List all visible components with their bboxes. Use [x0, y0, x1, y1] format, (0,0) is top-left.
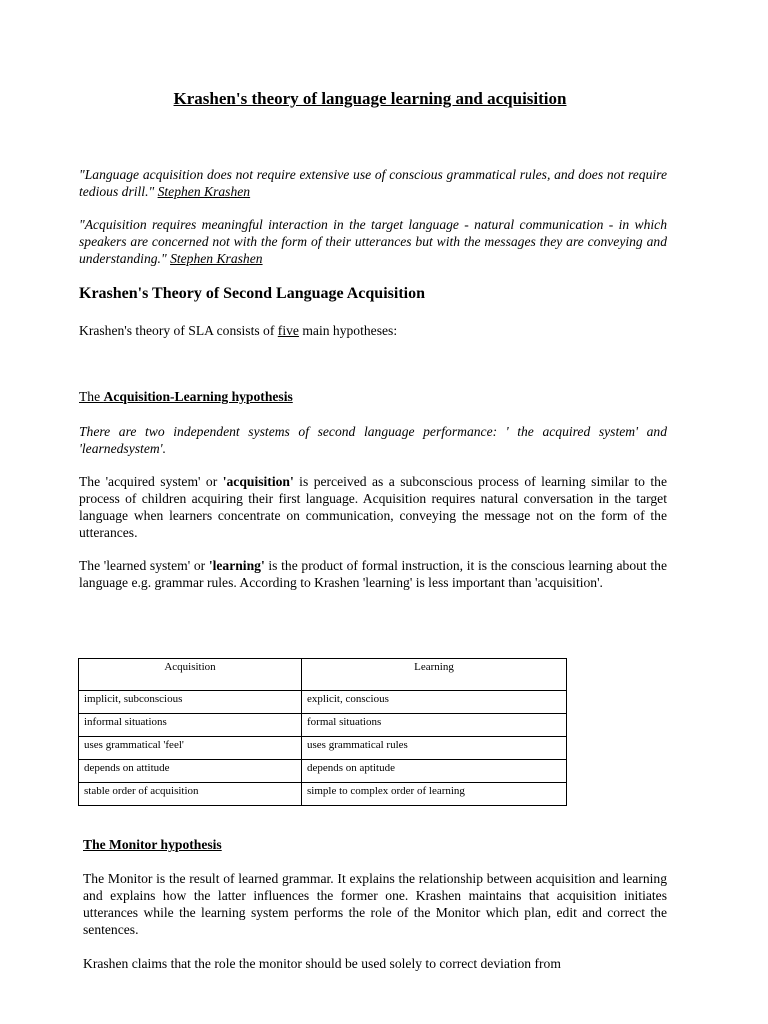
acq-paragraph-1 [79, 473, 667, 541]
table-row [79, 783, 567, 806]
table-row [79, 691, 567, 714]
acq-heading-prefix: The [79, 389, 104, 404]
table-cell: uses grammatical rules [302, 737, 567, 760]
acq-p1-b: is perceived as a subconscious process of learning similar to the process of children acquiring their first language. Acquisition requires natural conversation in the target language when learners concentrate on communication, conveying the message not on the form of the utterances. [79, 474, 667, 540]
monitor-heading: The Monitor hypothesis [83, 837, 222, 852]
acq-italic-paragraph: There are two independent systems of second language performance: ' the acquired system' and 'learnedsystem'. [79, 424, 667, 456]
section-heading: Krashen's Theory of Second Language Acquisition [79, 285, 425, 302]
table-row [79, 760, 567, 783]
acq-p2-bold: 'learning' [208, 558, 265, 573]
document-title: Krashen's theory of language learning and acquisition [173, 89, 567, 108]
monitor-paragraph-2: Krashen claims that the role the monitor should be used solely to correct deviation from [83, 956, 561, 971]
table-header: Learning [302, 659, 567, 691]
quote-1-author: Stephen Krashen [157, 184, 251, 199]
table-cell: explicit, conscious [302, 691, 567, 714]
acq-learning-heading [79, 389, 293, 405]
acq-paragraph-2 [79, 557, 667, 591]
table-row [79, 737, 567, 760]
table-cell: informal situations [79, 714, 302, 737]
comparison-table [78, 658, 567, 806]
quote-2-author: Stephen Krashen [170, 251, 263, 266]
table-row [79, 714, 567, 737]
acq-p2-a: The 'learned system' or [79, 558, 209, 573]
table-cell: formal situations [302, 714, 567, 737]
table-cell: implicit, subconscious [79, 691, 302, 714]
table-cell: stable order of acquisition [79, 783, 302, 806]
quote-1-text: "Language acquisition does not require extensive use of conscious grammatical rules, and does not require tedious drill." [79, 167, 667, 199]
quote-2-text: "Acquisition requires meaningful interaction in the target language - natural communication - in which speakers are concerned not with the form of their utterances but with the messages they are conveying and understanding." [79, 217, 667, 266]
intro-text-end: main hypotheses: [298, 323, 398, 338]
acq-heading-bold: Acquisition-Learning hypothesis [103, 389, 293, 404]
table-cell: simple to complex order of learning [302, 783, 567, 806]
intro-paragraph [79, 322, 667, 339]
intro-text: Krashen's theory of SLA consists of [79, 323, 278, 338]
quote-2 [79, 216, 667, 267]
quote-1 [79, 166, 667, 200]
acq-p1-bold: 'acquisition' [222, 474, 294, 489]
table-cell: depends on aptitude [302, 760, 567, 783]
table-cell: uses grammatical 'feel' [79, 737, 302, 760]
intro-emphasis: five [277, 323, 299, 338]
acq-p2-b: is the product of formal instruction, it is the conscious learning about the language e.g. grammar rules. According to Krashen 'learning' is less important than 'acquisition'. [79, 558, 667, 590]
monitor-paragraph-1: The Monitor is the result of learned grammar. It explains the relationship between acquisition and learning and explains how the latter influences the former one. Krashen maintains that acquisition initiates utterances while the learning system performs the role of the Monitor which plan, edit and correct the sentences. [83, 871, 667, 937]
acq-p1-a: The 'acquired system' or [79, 474, 223, 489]
table-header: Acquisition [79, 659, 302, 691]
table-header-row [79, 659, 567, 691]
table-cell: depends on attitude [79, 760, 302, 783]
